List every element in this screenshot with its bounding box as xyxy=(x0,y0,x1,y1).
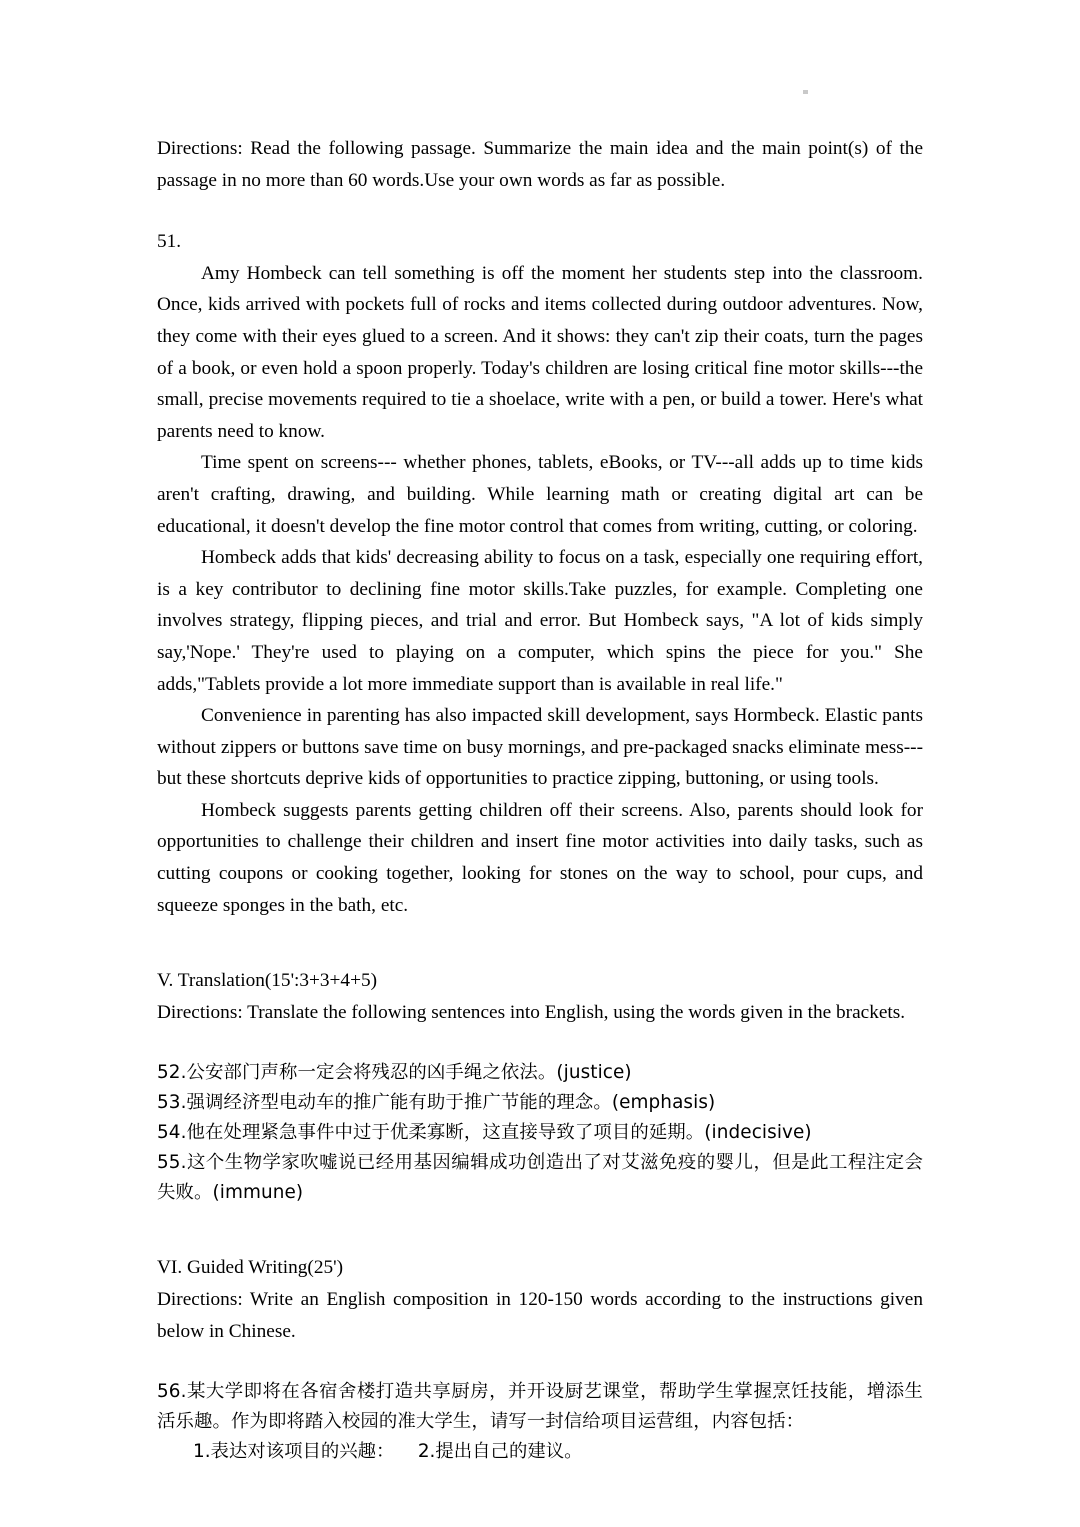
spacer xyxy=(157,921,923,965)
document-content xyxy=(157,133,923,1467)
translation-item-55: 55.这个生物学家吹嘘说已经用基因编辑成功创造出了对艾滋免疫的婴儿，但是此工程注定会失败。(immune) xyxy=(157,1152,923,1204)
passage-paragraph-4: Convenience in parenting has also impacted skill development, says Hormbeck. Elastic pants without zippers or buttons save time on busy mornings, and pre-packaged snacks eliminate mess---but these shortcuts deprive kids of opportunities to practice zipping, buttoning, or using tools. xyxy=(157,705,923,790)
spacer xyxy=(157,1028,923,1058)
passage-paragraph-1: Amy Hombeck can tell something is off the moment her students step into the classroom. Once, kids arrived with pockets full of rocks and items collected during outdoor adventures. Now, they come with their eyes glued to a screen. And it shows: they can't zip their coats, turn the pages of a book, or even hold a spoon properly. Today's children are losing critical fine motor skills---the small, precise movements required to tie a shoelace, write with a pen, or build a tower. Here's what parents need to know. xyxy=(157,262,923,442)
spacer xyxy=(157,1347,923,1377)
translation-item-54: 54.他在处理紧急事件中过于优柔寡断，这直接导致了项目的延期。(indecisive) xyxy=(157,1122,812,1144)
writing-sub-items: 1.表达对该项目的兴趣： 2.提出自己的建议。 xyxy=(193,1441,583,1463)
spacer xyxy=(157,196,923,226)
section-vi-heading: VI. Guided Writing(25') xyxy=(157,1257,344,1279)
question-51-number: 51. xyxy=(157,231,182,253)
scan-artifact-mark xyxy=(803,90,808,94)
translation-item-53: 53.强调经济型电动车的推广能有助于推广节能的理念。(emphasis) xyxy=(157,1092,716,1114)
passage-paragraph-5: Hombeck suggests parents getting children off their screens. Also, parents should look for opportunities to challenge their children and insert fine motor activities into daily tasks, such as cutting coupons or cooking together, looking for stones on the way to school, pour cups, and squeeze sponges in the bath, etc. xyxy=(157,799,923,916)
section-vi-directions: Directions: Write an English composition in 120-150 words according to the instructions given below in Chinese. xyxy=(157,1289,923,1342)
writing-prompt-56: 56.某大学即将在各宿舍楼打造共享厨房，并开设厨艺课堂，帮助学生掌握烹饪技能，增添生活乐趣。作为即将踏入校园的准大学生，请写一封信给项目运营组，内容包括： xyxy=(157,1381,923,1433)
spacer xyxy=(157,1208,923,1252)
summary-directions: Directions: Read the following passage. Summarize the main idea and the main point(s) of the passage in no more than 60 words.Use your own words as far as possible. xyxy=(157,138,923,191)
passage-paragraph-2: Time spent on screens--- whether phones, tablets, eBooks, or TV---all adds up to time kids aren't crafting, drawing, and building. While learning math or creating digital art can be educational, it doesn't develop the fine motor control that comes from writing, cutting, or coloring. xyxy=(157,452,923,537)
translation-item-52: 52.公安部门声称一定会将残忍的凶手绳之依法。(justice) xyxy=(157,1062,632,1084)
section-v-heading: V. Translation(15':3+3+4+5) xyxy=(157,970,378,992)
section-v-directions: Directions: Translate the following sentences into English, using the words given in the brackets. xyxy=(157,1001,906,1023)
passage-paragraph-3: Hombeck adds that kids' decreasing ability to focus on a task, especially one requiring effort, is a key contributor to declining fine motor skills.Take puzzles, for example. Completing one involves strategy, flipping pieces, and trial and error. But Hombeck says, "A lot of kids simply say,'Nope.' They're used to playing on a computer, which spins the piece for you." She adds,"Tablets provide a lot more immediate support than is available in real life." xyxy=(157,547,923,695)
